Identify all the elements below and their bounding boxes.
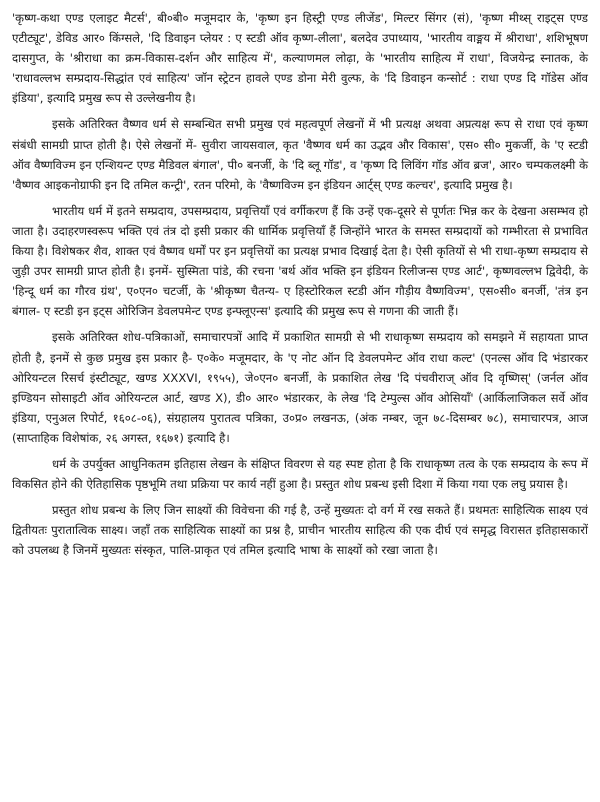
paragraph-bibliography-continued: 'कृष्ण-कथा एण्ड एलाइट मैटर्स', बी०बी० मजूमदार के, 'कृष्ण इन हिस्ट्री एण्ड लीजेंड', मिल्टर सिंगर (सं), 'कृष्ण मीथ्स् राइट्स एण्ड एटीट्यूट', डेविड आर० किंग्सले, 'दि डिवाइन प्लेयर : ए स्टडी ऑव कृष्ण-लीला', बलदेव उपाध्याय, 'भारतीय वाङ्मय में श्रीराधा', शशिभूषण दासगुप्त, के 'श्रीराधा का क्रम-विकास-दर्शन और साहित्य में', कल्याणमल लोढ़ा, के 'भारतीय साहित्य में राधा', विजयेन्द्र स्नातक, के 'राधावल्लभ सम्प्रदाय-सिद्धांत एवं साहित्य' जॉन स्ट्रेटन हावले एण्ड डोना मेरी वुल्फ, के 'दि डिवाइन कन्सोर्ट : राधा एण्ड दि गॉडेस ऑव इंडिया', इत्यादि प्रमुख रूप से उल्लेखनीय है। (12, 11, 588, 106)
document-page (12, 8, 588, 560)
paragraph-religious-tendencies: भारतीय धर्म में इतने सम्प्रदाय, उपसम्प्रदाय, प्रवृत्तियाँ एवं वर्गीकरण हैं कि उन्हें एक-दूसरे से पूर्णतः भिन्न कर के देखना असम्भव हो जाता है। उदाहरणस्वरूप भक्ति एवं तंत्र दो इसी प्रकार की धार्मिक प्रवृत्तियाँ हैं जिन्होंने भारत के समस्त सम्प्रदायों को गम्भीरता से प्रभावित किया है। विशेषकर शैव, शाक्त एवं वैष्णव धर्मों पर इन प्रवृत्तियों का प्रत्यक्ष प्रभाव दिखाई देता है। ऐसी कृतियों से भी राधा-कृष्ण सम्प्रदाय से जुड़ी उपर सामग्री प्राप्त होती है। इनमें- सुस्मिता पांडे, की रचना 'बर्थ ऑव भक्ति इन इंडियन रिलीजन्स एण्ड आर्ट', कृष्णवल्लभ द्विवेदी, के 'हिन्दू धर्म का गौरव ग्रंथ', ए०एन० चटर्जी, के 'श्रीकृष्ण चैतन्य- ए हिस्टोरिकल स्टडी ऑन गौड़ीय वैष्णविज्म', एस०सी० बनर्जी, 'तंत्र इन बंगाल- ए स्टडी इन इट्स ओरिजिन डेवलपमेन्ट एण्ड इन्फ्लूएन्स' इत्यादि की प्रमुख रूप से गणना की जाती हैं। (12, 203, 588, 319)
paragraph-vaishnava-writings: इसके अतिरिक्त वैष्णव धर्म से सम्बन्धित सभी प्रमुख एवं महत्वपूर्ण लेखनों में भी प्रत्यक्ष अथवा अप्रत्यक्ष रूप से राधा एवं कृष्ण संबंधी सामग्री प्राप्त होती है। ऐसे लेखनों में- सुवीरा जायसवाल, कृत 'वैष्णव धर्म का उद्भव और विकास', एस० सी० मुकर्जी, के 'ए स्टडी ऑव वैष्णविज्म इन एन्शियन्ट एण्ड मैडिवल बंगाल', पी० बनर्जी, के 'दि ब्लू गॉड', व 'कृष्ण दि लिविंग गॉड ऑव ब्रज', आर० चम्पकलक्ष्मी के 'वैष्णव आइकनोग्राफी इन दि तमिल कन्ट्री', रतन परिमो, के 'वैष्णविज्म इन इंडियन आर्ट्स् एण्ड कल्चर', इत्यादि प्रमुख है। (12, 117, 588, 192)
paragraph-sources: प्रस्तुत शोध प्रबन्ध के लिए जिन साक्ष्यों की विवेचना की गई है, उन्हें मुख्यतः दो वर्ग में रख सकते हैं। प्रथमतः साहित्यिक साक्ष्य एवं द्वितीयतः पुरातात्विक साक्ष्य। जहाँ तक साहित्यिक साक्ष्यों का प्रश्न है, प्राचीन भारतीय साहित्य की एक दीर्घ एवं समृद्ध विरासत इतिहासकारों को उपलब्ध है जिनमें मुख्यतः संस्कृत, पालि-प्राकृत एवं तमिल इत्यादि भाषा के साक्ष्यों को रखा जाता है। (12, 503, 588, 558)
paragraph-research-gap: धर्म के उपर्युक्त आधुनिकतम इतिहास लेखन के संक्षिप्त विवरण से यह स्पष्ट होता है कि राधाकृष्ण तत्व के एक सम्प्रदाय के रूप में विकसित होने की ऐतिहासिक पृष्ठभूमि तथा प्रक्रिया पर कार्य नहीं हुआ है। प्रस्तुत शोध प्रबन्ध इसी दिशा में किया गया एक लघु प्रयास है। (12, 456, 588, 492)
paragraph-journals: इसके अतिरिक्त शोध-पत्रिकाओं, समाचारपत्रों आदि में प्रकाशित सामग्री से भी राधाकृष्ण सम्प्रदाय को समझने में सहायता प्राप्त होती है, इनमें से कुछ प्रमुख इस प्रकार है- ए०के० मजूमदार, के 'ए नोट ऑन दि डेवलपमेन्ट ऑव राधा कल्ट' (एनल्स ऑव दि भंडारकर ओरियन्टल रिसर्च इंस्टीट्यूट, खण्ड XXXVI, १९५५), जे०एन० बनर्जी, के प्रकाशित लेख 'दि पंचवीराज् ऑव दि वृष्णिस्' (जर्नल ऑव इण्डियन सोसाइटी ऑव ओरियन्टल आर्ट, खण्ड X), डी० आर० भंडारकर, के लेख 'दि टेम्पुल्स ऑव ओसियाँ' (आर्किलाजिकल सर्वे ऑव इंडिया, एनुअल रिपोर्ट, १६०८-०६), संग्रहालय पुरातत्व पत्रिका, उ०प्र० लखनऊ, (अंक नम्बर, जून ७८-दिसम्बर ७८), समाचारपत्र, आज (साप्ताहिक विशेषांक, २६ अगस्त, १६७१) इत्यादि है। (12, 330, 588, 445)
